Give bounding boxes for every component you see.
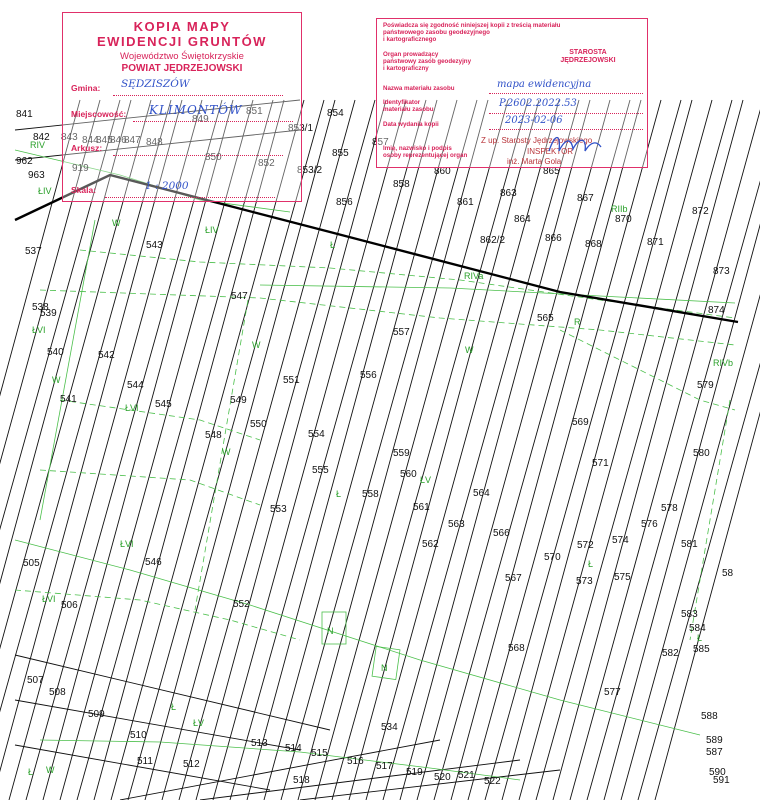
signature-line: Z up. Starosty Jędrzejowskiego xyxy=(481,136,593,145)
parcel-number: 556 xyxy=(360,370,377,381)
parcel-number: 850 xyxy=(205,152,222,163)
parcel-line xyxy=(485,100,681,800)
parcel-number: 857 xyxy=(372,137,389,148)
parcel-number: 868 xyxy=(585,239,602,250)
parcel-number: 862/2 xyxy=(480,235,506,246)
parcel-number: 583 xyxy=(681,609,698,620)
parcel-number: 853/1 xyxy=(288,123,314,134)
parcel-number: 852 xyxy=(258,158,275,169)
parcel-line xyxy=(77,100,273,800)
parcel-number: 574 xyxy=(612,535,629,546)
parcel-number: 873 xyxy=(713,266,730,277)
parcel-line xyxy=(0,100,151,800)
parcel-number: 538 xyxy=(32,302,49,313)
land-use-label: W xyxy=(52,375,61,385)
parcel-number: 545 xyxy=(155,399,172,410)
land-use-label: RIIb xyxy=(611,204,628,214)
field-rule xyxy=(113,95,283,96)
organ-value: JĘDRZEJOWSKI xyxy=(560,57,616,64)
parcel-number: 578 xyxy=(661,503,678,514)
field-rule xyxy=(113,155,283,156)
parcel-number: 591 xyxy=(713,775,730,786)
parcel-number: 849 xyxy=(192,114,209,125)
parcel-number: 856 xyxy=(336,197,353,208)
land-use-label: ŁIV xyxy=(205,225,219,235)
skala-label: Skala: xyxy=(71,185,97,195)
parcel-boundaries xyxy=(0,100,760,800)
land-use-label: ŁV xyxy=(193,718,205,728)
parcel-number: 590 xyxy=(709,767,726,778)
parcel-number: 515 xyxy=(311,748,328,759)
sign-label: osoby reprezentującej organ xyxy=(383,152,468,159)
parcel-number: 865 xyxy=(543,166,560,177)
parcel-line xyxy=(570,100,760,800)
organ-value: STAROSTA xyxy=(569,49,607,56)
parcel-number: 579 xyxy=(697,380,714,391)
land-use-label: RIVa xyxy=(464,271,484,281)
parcel-number: 561 xyxy=(413,502,430,513)
parcel-number: 549 xyxy=(230,395,247,406)
parcel-number: 548 xyxy=(205,430,222,441)
land-use-label: W xyxy=(112,218,121,228)
parcel-number: 521 xyxy=(458,770,475,781)
ident-value: P.2602.2022.53 xyxy=(499,98,577,109)
parcel-number: 563 xyxy=(448,519,465,530)
parcel-number: 560 xyxy=(400,469,417,480)
parcel-number: 564 xyxy=(473,488,490,499)
parcel-number: 516 xyxy=(347,756,364,767)
cert-text: państwowego zasobu geodezyjnego xyxy=(383,29,490,36)
parcel-number: 575 xyxy=(614,572,631,583)
land-use-label: Ł xyxy=(697,633,703,643)
parcel-number: 589 xyxy=(706,735,723,746)
parcel-number: 573 xyxy=(576,576,593,587)
parcel-number: 508 xyxy=(49,687,66,698)
ident-label: materiału zasobu xyxy=(383,106,434,113)
certification-stamp xyxy=(376,18,648,168)
parcel-number: 576 xyxy=(641,519,658,530)
parcel-number: 919 xyxy=(72,163,89,174)
parcel-number: 518 xyxy=(293,775,310,786)
land-use-label: ŁV xyxy=(420,475,432,485)
parcel-number: 551 xyxy=(283,375,300,386)
gmina-label: Gmina: xyxy=(71,83,101,93)
parcel-number: 520 xyxy=(434,772,451,783)
contour-line xyxy=(40,290,735,345)
parcel-number: 519 xyxy=(406,767,423,778)
parcel-number: 534 xyxy=(381,722,398,733)
parcel-number: 569 xyxy=(572,417,589,428)
parcel-number: 588 xyxy=(701,711,718,722)
stamp-region: Województwo Świętokrzyskie xyxy=(120,51,244,62)
parcel-number: 514 xyxy=(285,743,302,754)
land-use-label: W xyxy=(252,340,261,350)
land-use-label: ŁVI xyxy=(120,539,134,549)
parcel-number: 509 xyxy=(88,709,105,720)
parcel-number: 567 xyxy=(505,573,522,584)
parcel-number: 841 xyxy=(16,109,33,120)
contour-line xyxy=(690,400,730,640)
parcel-number: 542 xyxy=(98,350,115,361)
parcel-number: 546 xyxy=(145,557,162,568)
parcel-number: 844 xyxy=(82,135,99,146)
parcel-number: 562 xyxy=(422,539,439,550)
parcel-number: 543 xyxy=(146,240,163,251)
parcel-number: 565 xyxy=(537,313,554,324)
parcel-number: 585 xyxy=(693,644,710,655)
miejscowosc-label: Miejscowość: xyxy=(71,109,127,119)
cert-text: i kartograficznego xyxy=(383,36,437,43)
parcel-number: 566 xyxy=(493,528,510,539)
parcel-number: 846 xyxy=(110,135,127,146)
land-use-label: RIVb xyxy=(713,358,734,368)
sign-label: Imię, nazwisko i podpis xyxy=(383,145,452,152)
contour-line xyxy=(80,250,735,318)
parcel-number: 855 xyxy=(332,148,349,159)
cert-text: Poświadcza się zgodność niniejszej kopii z treścią materiału xyxy=(383,22,561,29)
parcel-number: 962 xyxy=(16,156,33,167)
parcel-number: 845 xyxy=(96,135,113,146)
material-label: Nazwa materiału zasobu xyxy=(383,85,455,92)
parcel-number: 559 xyxy=(393,448,410,459)
signature-line: inż. Marta Gola xyxy=(507,157,562,166)
parcel-number: 858 xyxy=(393,179,410,190)
parcel-number: 843 xyxy=(61,132,78,143)
parcel-number: 587 xyxy=(706,747,723,758)
land-use-label: N xyxy=(327,626,334,636)
parcel-number: 864 xyxy=(514,214,531,225)
parcel-number: 513 xyxy=(251,738,268,749)
parcel-line xyxy=(0,100,80,800)
land-use-label: Ł xyxy=(588,559,594,569)
field-rule xyxy=(133,121,293,122)
parcel-number: 541 xyxy=(60,394,77,405)
parcel-number: 507 xyxy=(27,675,44,686)
parcel-number: 851 xyxy=(246,106,263,117)
land-use-label: W xyxy=(222,447,231,457)
stamp-district: POWIAT JĘDRZEJOWSKI xyxy=(121,63,243,74)
field-rule xyxy=(489,113,643,114)
parcel-number: 848 xyxy=(146,137,163,148)
field-rule xyxy=(105,197,275,198)
map-copy-stamp xyxy=(62,12,302,202)
parcel-number: 522 xyxy=(484,776,501,787)
signature-scribble xyxy=(545,131,605,159)
land-use-labels xyxy=(28,140,733,777)
signature-line: INSPEKTOR xyxy=(527,147,574,156)
contour-line xyxy=(40,220,95,520)
parcel-number: 866 xyxy=(545,233,562,244)
land-use-label: Ł xyxy=(336,489,342,499)
land-use-label: Ł xyxy=(171,702,177,712)
parcel-number: 552 xyxy=(233,599,250,610)
parcel-number: 867 xyxy=(577,193,594,204)
date-label: Data wydania kopii xyxy=(383,121,439,128)
parcel-number: 572 xyxy=(577,540,594,551)
material-value: mapa ewidencyjna xyxy=(497,79,592,90)
parcel-number: 517 xyxy=(376,761,393,772)
parcel-number: 554 xyxy=(308,429,325,440)
parcel-number: 582 xyxy=(662,648,679,659)
parcel-number: 870 xyxy=(615,214,632,225)
parcel-number: 511 xyxy=(137,756,153,767)
organ-label: i kartograficzny xyxy=(383,65,429,72)
land-use-label: ŁIV xyxy=(38,186,52,196)
land-use-label: ŁVI xyxy=(42,594,56,604)
land-use-label: RIV xyxy=(30,140,46,150)
field-rule xyxy=(489,129,643,130)
stamp-title: EWIDENCJI GRUNTÓW xyxy=(97,34,267,49)
ident-label: Identyfikator xyxy=(383,99,421,106)
parcel-number: 571 xyxy=(592,458,609,469)
organ-label: państwowy zasób geodezyjny xyxy=(383,58,472,65)
parcel-number: 540 xyxy=(47,347,64,358)
parcel-number: 874 xyxy=(708,305,725,316)
parcel-number: 860 xyxy=(434,166,451,177)
date-value: 2023-02-06 xyxy=(505,115,563,126)
parcel-number: 847 xyxy=(124,135,141,146)
parcel-number: 584 xyxy=(689,623,706,634)
land-use-label: ŁVI xyxy=(32,325,46,335)
gmina-value: SĘDZISZÓW xyxy=(121,78,190,90)
parcel-line xyxy=(332,100,528,800)
parcel-number: 555 xyxy=(312,465,329,476)
parcel-number: 58 xyxy=(722,568,734,579)
parcel-line xyxy=(0,100,171,800)
parcel-number: 506 xyxy=(61,600,78,611)
parcel-number: 863 xyxy=(500,188,517,199)
parcel-number: 861 xyxy=(457,197,474,208)
organ-label: Organ prowadzący xyxy=(383,51,439,58)
parcel-number: 505 xyxy=(23,558,40,569)
land-use-label: Ł xyxy=(28,767,34,777)
parcel-number: 550 xyxy=(250,419,267,430)
land-use-label: Ł xyxy=(330,240,336,250)
parcel-number: 537 xyxy=(25,246,42,257)
parcel-number: 871 xyxy=(647,237,664,248)
arkusz-label: Arkusz: xyxy=(71,143,103,153)
parcel-number: 872 xyxy=(692,206,709,217)
parcel-number: 544 xyxy=(127,380,144,391)
parcel-number: 853/2 xyxy=(297,165,323,176)
parcel-number: 570 xyxy=(544,552,561,563)
parcel-number: 842 xyxy=(33,132,50,143)
parcel-number: 553 xyxy=(270,504,287,515)
stamp-title: KOPIA MAPY xyxy=(133,19,231,34)
parcel-number: 854 xyxy=(327,108,344,119)
parcel-line xyxy=(383,100,579,800)
parcel-number: 581 xyxy=(681,539,698,550)
land-use-label: W xyxy=(465,345,474,355)
parcel-line xyxy=(621,100,760,800)
parcel-number: 557 xyxy=(393,327,410,338)
field-rule xyxy=(489,93,643,94)
land-use-label: ŁVI xyxy=(125,403,139,413)
parcel-number: 580 xyxy=(693,448,710,459)
parcel-number: 547 xyxy=(231,291,248,302)
parcel-number: 577 xyxy=(604,687,621,698)
skala-value: 1 : 2000 xyxy=(145,180,189,192)
land-use-label: N xyxy=(381,663,388,673)
miejscowosc-value: KLIMONTÓW xyxy=(149,103,243,117)
parcel-number: 539 xyxy=(40,308,57,319)
parcel-number: 512 xyxy=(183,759,200,770)
parcel-number: 558 xyxy=(362,489,379,500)
parcel-number: 510 xyxy=(130,730,147,741)
parcel-line xyxy=(281,100,477,800)
land-use-label: W xyxy=(46,765,55,775)
land-use-label: R xyxy=(574,317,581,327)
parcel-number: 568 xyxy=(508,643,525,654)
parcel-number: 963 xyxy=(28,170,45,181)
